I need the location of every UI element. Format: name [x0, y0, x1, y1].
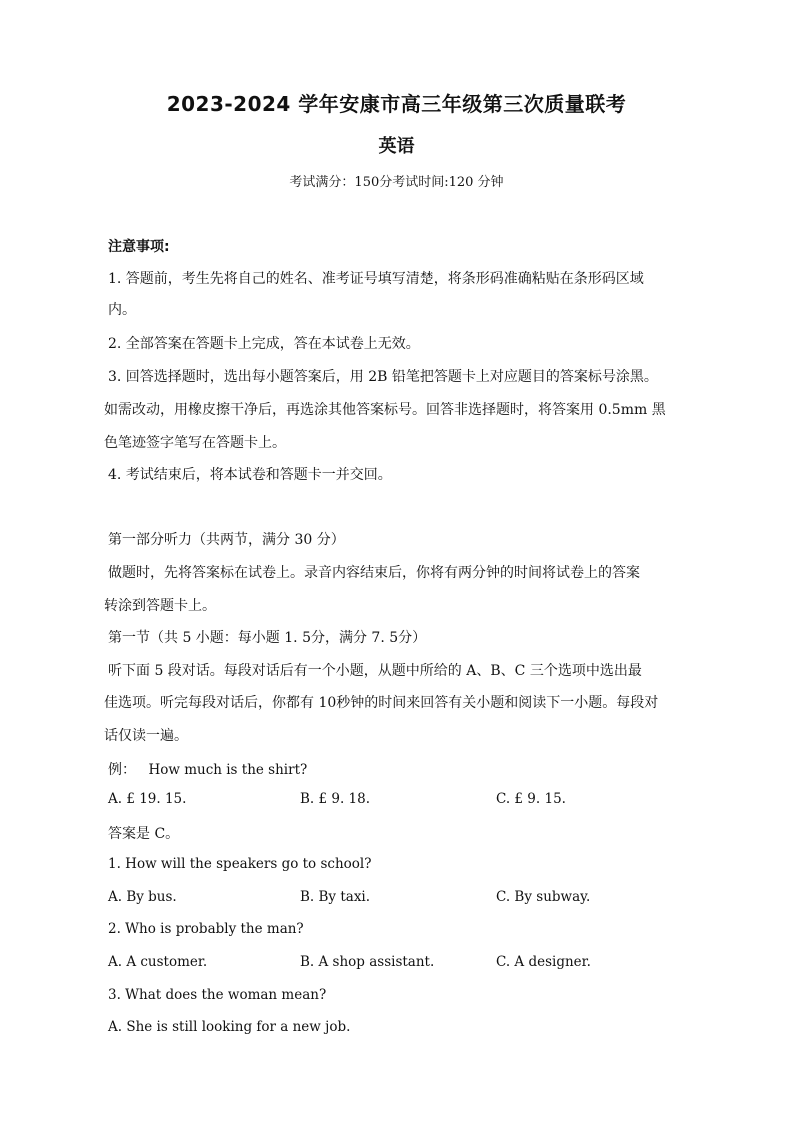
notice-item-3-line-3: 色笔迹签字笔写在答题卡上。: [104, 435, 286, 451]
question-2-option-a: A. A customer.: [108, 954, 208, 970]
exam-meta: 考试满分：150分考试时间:120 分钟: [289, 175, 504, 190]
part1-heading: 第一部分听力（共两节，满分 30 分）: [108, 532, 345, 548]
question-2-option-c: C. A designer.: [496, 954, 591, 970]
question-1-option-b: B. By taxi.: [300, 889, 371, 905]
notice-item-4: 4. 考试结束后，将本试卷和答题卡一并交回。: [108, 467, 392, 483]
example-answer: 答案是 C。: [108, 826, 180, 842]
question-1-option-c: C. By subway.: [496, 889, 591, 905]
question-1-option-a: A. By bus.: [108, 889, 177, 905]
part1-instruction-line-1: 做题时，先将答案标在试卷上。录音内容结束后，你将有两分钟的时间将试卷上的答案: [108, 565, 640, 581]
question-1: 1. How will the speakers go to school?: [108, 856, 372, 872]
part1-instruction-line-2: 转涂到答题卡上。: [104, 598, 216, 614]
notice-item-1-line-1: 1. 答题前，考生先将自己的姓名、准考证号填写清楚，将条形码准确粘贴在条形码区域: [108, 271, 644, 287]
example-option-b: B. £ 9. 18.: [300, 791, 371, 807]
section1-instruction-line-1: 听下面 5 段对话。每段对话后有一个小题，从题中所给的 A、B、C 三个选项中选出最: [108, 663, 642, 679]
section1-instruction-line-2: 佳选项。听完每段对话后，你都有 10秒钟的时间来回答有关小题和阅读下一小题。每段对: [104, 695, 659, 711]
example-question: How much is the shirt?: [148, 762, 308, 778]
question-3-option-a: A. She is still looking for a new job.: [108, 1019, 351, 1035]
notice-item-1-line-2: 内。: [108, 302, 136, 318]
section1-heading: 第一节（共 5 小题：每小题 1. 5分，满分 7. 5分）: [108, 630, 427, 646]
question-2-option-b: B. A shop assistant.: [300, 954, 435, 970]
notice-item-2: 2. 全部答案在答题卡上完成，答在本试卷上无效。: [108, 336, 420, 352]
notice-item-3-line-1: 3. 回答选择题时，选出每小题答案后，用 2B 铅笔把答题卡上对应题目的答案标号涂黑。: [108, 369, 658, 385]
question-2: 2. Who is probably the man?: [108, 921, 304, 937]
example-question-row: [108, 759, 307, 779]
notice-heading: 注意事项:: [108, 239, 170, 255]
example-option-c: C. £ 9. 15.: [496, 791, 566, 807]
question-3: 3. What does the woman mean?: [108, 987, 327, 1003]
example-option-a: A. £ 19. 15.: [108, 791, 187, 807]
exam-title: 2023-2024 学年安康市高三年级第三次质量联考: [166, 92, 627, 116]
example-label: 例：: [108, 762, 136, 778]
subject-title: 英语: [378, 136, 415, 157]
section1-instruction-line-3: 话仅读一遍。: [104, 728, 188, 744]
notice-item-3-line-2: 如需改动，用橡皮擦干净后，再选涂其他答案标号。回答非选择题时，将答案用 0.5mm 黑: [104, 402, 666, 418]
